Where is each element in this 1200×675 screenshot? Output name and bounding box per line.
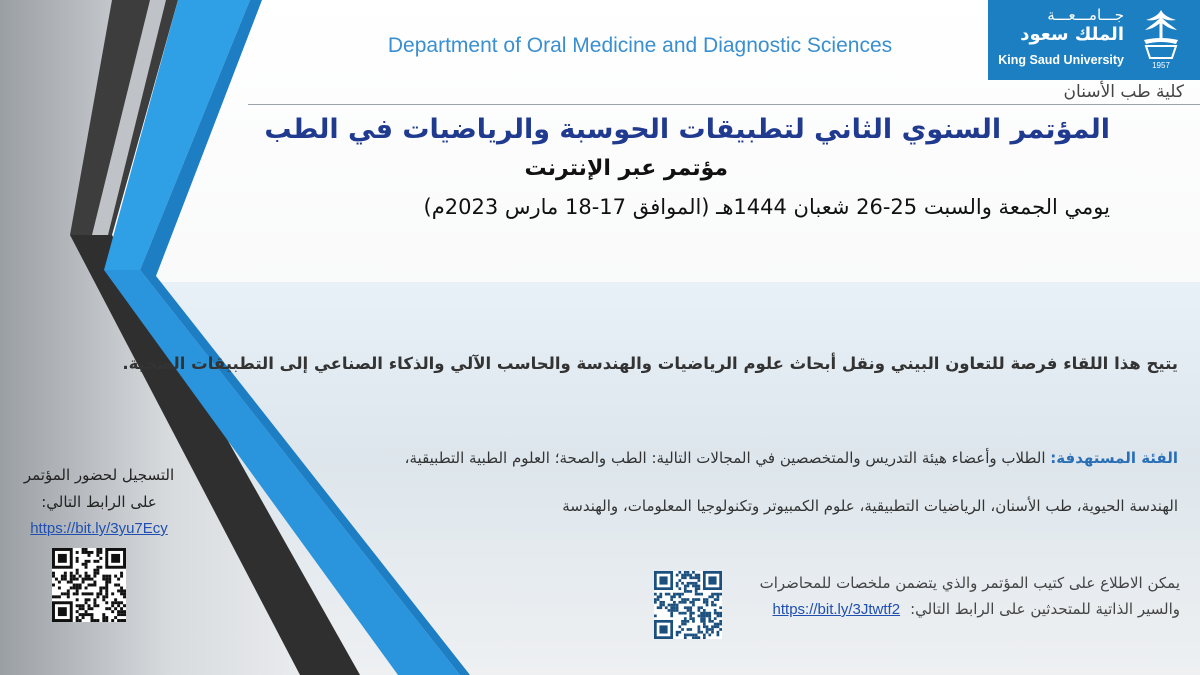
registration-heading: التسجيل لحضور المؤتمر [23, 466, 175, 484]
palm-emblem-icon [1136, 6, 1186, 74]
booklet-text-line1: يمكن الاطلاع على كتيب المؤتمر والذي يتضمن ملخصات للمحاضرات [759, 574, 1180, 592]
header-divider [248, 104, 1200, 105]
logo-english-name: King Saud University [998, 53, 1124, 67]
university-logo [988, 0, 1200, 80]
booklet-link[interactable]: https://bit.ly/3Jtwtf2 [772, 601, 901, 618]
conference-subtitle: مؤتمر عبر الإنترنت [524, 156, 728, 181]
conference-title: المؤتمر السنوي الثاني لتطبيقات الحوسبة والرياضيات في الطب [264, 114, 1110, 145]
logo-arabic-line2: الملك سعود [1020, 24, 1124, 45]
registration-link[interactable]: https://bit.ly/3yu7Ecy [30, 520, 168, 537]
logo-arabic-line1: جـــامـــعـــة [1047, 6, 1124, 24]
department-title: Department of Oral Medicine and Diagnostic Sciences [387, 34, 893, 57]
registration-subheading: على الرابط التالي: [41, 493, 157, 511]
faculty-name: كلية طب الأسنان [1063, 82, 1184, 102]
registration-qr-code-icon[interactable] [52, 548, 126, 622]
booklet-qr-code-icon[interactable] [654, 571, 722, 639]
audience-line-2: الهندسة الحيوية، طب الأسنان، الرياضيات التطبيقية، علوم الكمبيوتر وتكنولوجيا المعلومات، والهندسة [562, 497, 1178, 515]
logo-year: 1957 [1152, 61, 1170, 70]
intro-paragraph: يتيح هذا اللقاء فرصة للتعاون البيني ونقل أبحاث علوم الرياضيات والهندسة والحاسب الآلي والذكاء الصناعي إلى التطبيقات الصحية. [122, 354, 1178, 373]
audience-label: الفئة المستهدفة: [1050, 449, 1178, 467]
booklet-text-line2-row [773, 600, 1180, 618]
booklet-text-line2: والسير الذاتية للمتحدثين على الرابط التالي: [910, 600, 1180, 618]
audience-text: الطلاب وأعضاء هيئة التدريس والمتخصصين في المجالات التالية: الطب والصحة؛ العلوم الطبية التطبيقية، [404, 449, 1051, 467]
conference-dates: يومي الجمعة والسبت 25-26 شعبان 1444هـ (الموافق 17-18 مارس 2023م) [423, 195, 1110, 219]
audience-line [405, 449, 1178, 467]
